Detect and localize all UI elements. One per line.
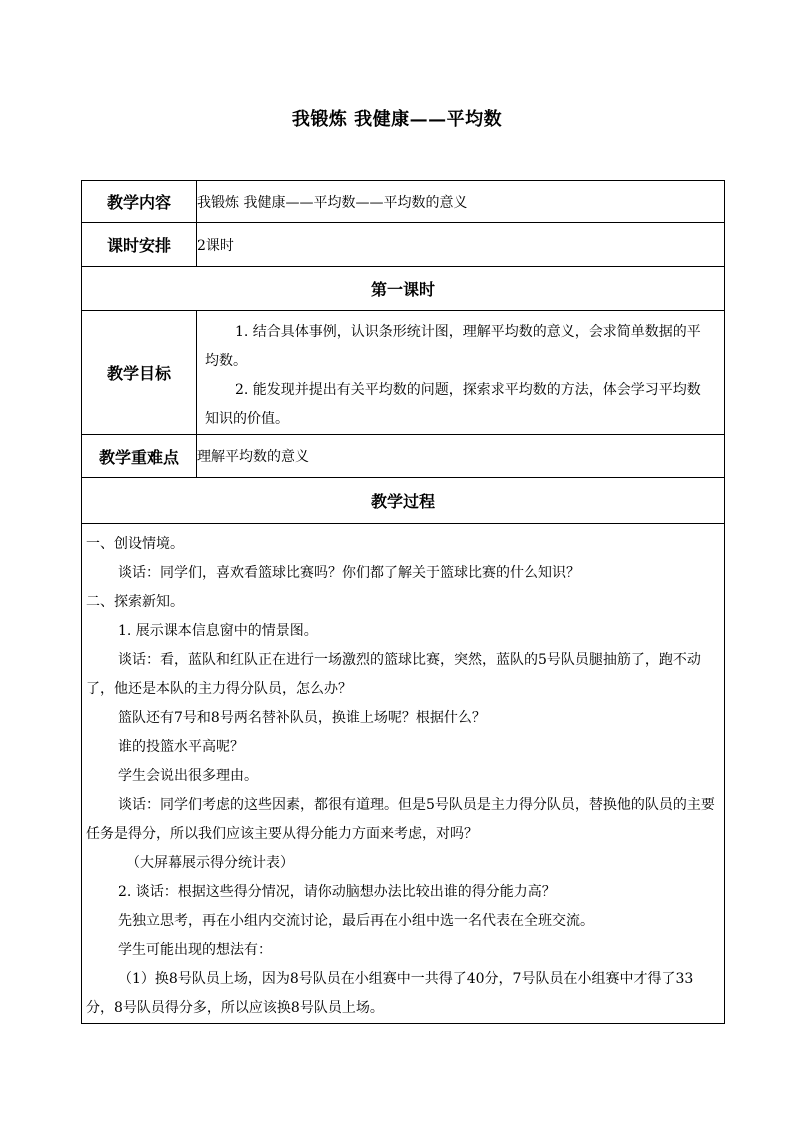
process-line: 一、创设情境。	[86, 536, 184, 552]
document-title: 我锻炼 我健康——平均数	[291, 109, 503, 130]
lesson-heading: 第一课时	[82, 267, 725, 311]
schedule-label: 课时安排	[82, 223, 197, 267]
process-line: 谁的投篮水平高呢？	[118, 739, 244, 755]
goal-item: 1. 结合具体事例，认识条形统计图，理解平均数的意义，会求简单数据的平均数。	[205, 324, 701, 369]
table-row	[82, 267, 725, 311]
process-line: 谈话：同学们考虑的这些因素，都很有道理。但是5号队员是主力得分队员，替换他的队员的主要任务是得分，所以我们应该主要从得分能力方面来考虑，对吗？	[86, 797, 715, 842]
table-row	[82, 311, 725, 435]
goals-label: 教学目标	[82, 311, 197, 435]
schedule-value: 2课时	[197, 223, 725, 267]
content-label: 教学内容	[82, 181, 197, 223]
content-value: 我锻炼 我健康——平均数——平均数的意义	[197, 181, 725, 223]
process-line: 篮队还有7号和8号两名替补队员，换谁上场呢？根据什么？	[118, 710, 486, 726]
process-line: （1）换8号队员上场，因为8号队员在小组赛中一共得了40分，7号队员在小组赛中才得了33分，8号队员得分多，所以应该换8号队员上场。	[86, 971, 694, 1016]
table-row	[82, 223, 725, 267]
goals-cell	[197, 311, 725, 435]
process-line: 先独立思考，再在小组内交流讨论，最后再在小组中选一名代表在全班交流。	[118, 913, 594, 929]
lesson-plan-table	[81, 180, 725, 1024]
process-line: 二、探索新知。	[86, 594, 184, 610]
process-line: 学生会说出很多理由。	[118, 768, 258, 784]
keypoints-value: 理解平均数的意义	[197, 435, 725, 478]
process-cell	[82, 524, 725, 1024]
table-row	[82, 181, 725, 223]
process-line: 谈话：同学们，喜欢看篮球比赛吗？你们都了解关于篮球比赛的什么知识？	[118, 565, 580, 581]
keypoints-label: 教学重难点	[82, 435, 197, 478]
goal-item: 2. 能发现并提出有关平均数的问题，探索求平均数的方法，体会学习平均数知识的价值。	[205, 382, 701, 427]
process-line: （大屏幕展示得分统计表）	[126, 855, 294, 871]
table-row	[82, 524, 725, 1024]
table-row	[82, 478, 725, 524]
process-line: 学生可能出现的想法有：	[118, 942, 272, 958]
process-line: 谈话：看，蓝队和红队正在进行一场激烈的篮球比赛，突然，蓝队的5号队员腿抽筋了，跑不动了，他还是本队的主力得分队员，怎么办？	[86, 652, 701, 697]
process-line: 1. 展示课本信息窗中的情景图。	[118, 623, 318, 639]
table-row	[82, 435, 725, 478]
process-heading: 教学过程	[82, 478, 725, 524]
process-line: 2. 谈话：根据这些得分情况，请你动脑想办法比较出谁的得分能力高？	[118, 884, 556, 900]
